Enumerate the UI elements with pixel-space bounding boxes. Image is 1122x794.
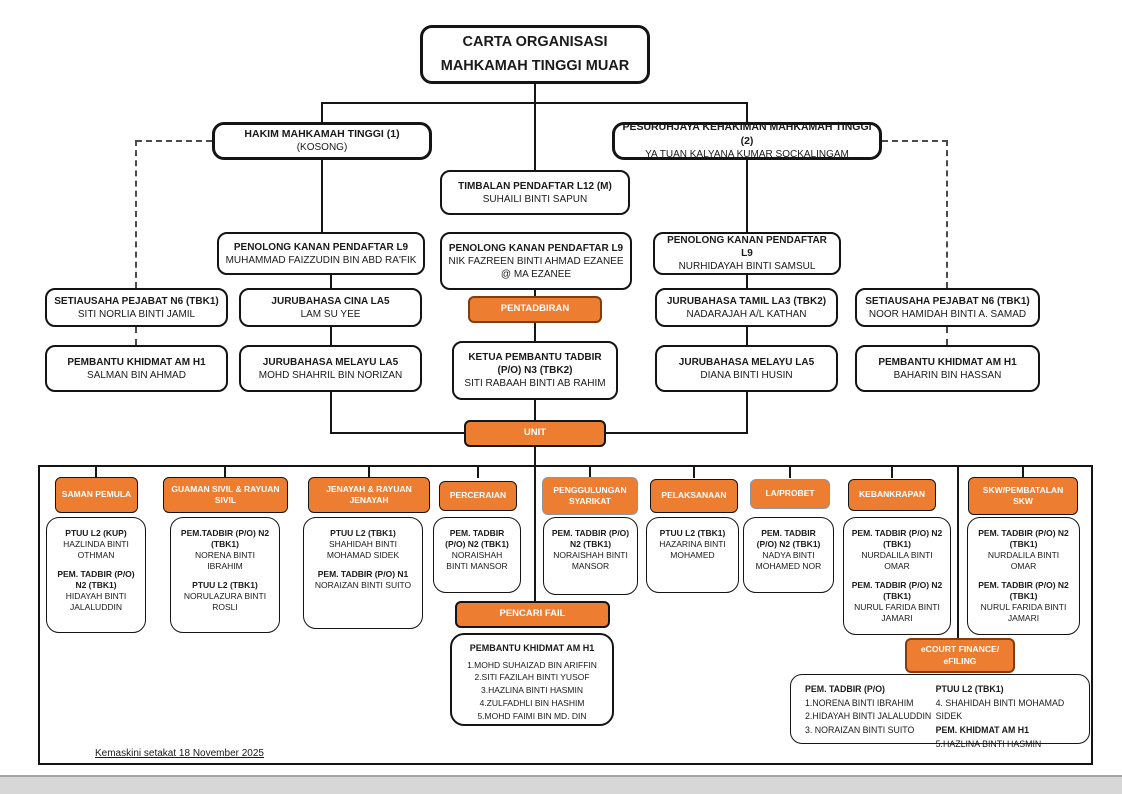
unit-staff-la-probet: PEM. TADBIR (P/O) N2 (TBK1) NADYA BINTI MOHAMED NOR	[743, 517, 834, 593]
chart-title-box	[420, 25, 650, 84]
connector-line	[746, 160, 748, 232]
connector-line	[330, 327, 332, 345]
connector-line	[321, 102, 323, 122]
timbalan-title: TIMBALAN PENDAFTAR L12 (M)	[458, 180, 612, 192]
connector-line	[534, 84, 536, 170]
hakim-box	[212, 122, 432, 160]
unit-header-saman-pemula: SAMAN PEMULA	[55, 477, 138, 513]
jurubahasa-melayu-right-name: DIANA BINTI HUSIN	[700, 369, 793, 381]
ecourt-label: eCOURT FINANCE/ eFILING	[905, 638, 1015, 673]
unit-staff-penggulungan: PEM. TADBIR (P/O) N2 (TBK1) NORAISHAH BINTI MANSOR	[543, 517, 638, 595]
pesuruhjaya-title: PESURUHJAYA KEHAKIMAN MAHKAMAH TINGGI (2)	[622, 120, 872, 147]
connector-line	[330, 275, 332, 288]
setiausaha-right-title: SETIAUSAHA PEJABAT N6 (TBK1)	[865, 295, 1030, 307]
pencari-fail-box	[450, 633, 614, 726]
jurubahasa-melayu-right-title: JURUBAHASA MELAYU LA5	[678, 356, 815, 368]
ecourt-right-column: PTUU L2 (TBK1) 4. SHAHIDAH BINTI MOHAMAD SIDEK PEM. KHIDMAT AM H1 5.HAZLINA BINTI HASMIN	[935, 684, 1065, 749]
ecourt-left-column: PEM. TADBIR (P/O) 1.NORENA BINTI IBRAHIM 2.HIDAYAH BINTI JALALUDDIN 3. NORAIZAN BINTI SUITO	[805, 684, 932, 735]
pembantu-left-name: SALMAN BIN AHMAD	[87, 369, 186, 381]
unit-header-kebankrapan: KEBANKRAPAN	[848, 479, 936, 511]
ketua-title-line2: (P/O) N3 (TBK2)	[497, 365, 573, 376]
pkp-left-box	[217, 232, 425, 275]
jurubahasa-melayu-left-name: MOHD SHAHRIL BIN NORIZAN	[258, 369, 403, 381]
pesuruhjaya-box	[612, 122, 882, 160]
pentadbiran-label: PENTADBIRAN	[468, 296, 602, 323]
unit-header-la-probet: LA/PROBET	[750, 479, 830, 509]
connector-dashed	[135, 327, 137, 345]
connector-line	[746, 102, 748, 122]
connector-dashed	[946, 140, 948, 288]
setiausaha-right-box	[855, 288, 1040, 327]
connector-line	[746, 275, 748, 288]
unit-label: UNIT	[464, 420, 606, 447]
unit-header-pelaksanaan: PELAKSANAAN	[650, 479, 738, 513]
jurubahasa-cina-box	[239, 288, 422, 327]
jurubahasa-cina-name: LAM SU YEE	[300, 308, 361, 320]
unit-header-skw: SKW/PEMBATALAN SKW	[968, 477, 1078, 515]
pembantu-right-title: PEMBANTU KHIDMAT AM H1	[878, 356, 1017, 368]
connector-dashed	[882, 140, 948, 142]
ecourt-box	[790, 674, 1090, 749]
hakim-name: (KOSONG)	[296, 142, 348, 154]
setiausaha-right-name: NOOR HAMIDAH BINTI A. SAMAD	[868, 308, 1027, 320]
pkp-right-name: NURHIDAYAH BINTI SAMSUL	[678, 261, 816, 272]
pembantu-right-box	[855, 345, 1040, 392]
pesuruhjaya-name: YA TUAN KALYANA KUMAR SOCKALINGAM	[645, 149, 849, 161]
pkp-mid-name: NIK FAZREEN BINTI AHMAD EZANEE	[448, 255, 624, 267]
unit-header-guaman-sivil: GUAMAN SIVIL & RAYUAN SIVIL	[163, 477, 288, 513]
pembantu-left-box	[45, 345, 228, 392]
jurubahasa-melayu-right-box	[655, 345, 838, 392]
connector-dashed	[135, 140, 137, 288]
connector-line	[330, 432, 464, 434]
pembantu-left-title: PEMBANTU KHIDMAT AM H1	[67, 356, 206, 368]
ketua-title-line1: KETUA PEMBANTU TADBIR	[468, 352, 602, 363]
timbalan-pendaftar-box	[440, 170, 630, 215]
unit-staff-pelaksanaan: PTUU L2 (TBK1) HAZARINA BINTI MOHAMED	[646, 517, 739, 593]
pencari-fail-members: 1.MOHD SUHAIZAD BIN ARIFFIN 2.SITI FAZILAH BINTI YUSOF 3.HAZLINA BINTI HASMIN 4.ZULFADHLI BIN HASHIM 5.MOHD FAIMI BIN MD. DIN	[467, 659, 597, 721]
setiausaha-left-name: SITI NORLIA BINTI JAMIL	[77, 308, 196, 320]
pkp-mid-name2: @ MA EZANEE	[500, 268, 572, 280]
hakim-title: HAKIM MAHKAMAH TINGGI (1)	[244, 127, 400, 140]
unit-staff-jenayah: PTUU L2 (TBK1) SHAHIDAH BINTI MOHAMAD SIDEK PEM. TADBIR (P/O) N1 NORAIZAN BINTI SUITO	[303, 517, 423, 629]
unit-header-perceraian: PERCERAIAN	[439, 481, 517, 511]
jurubahasa-melayu-left-box	[239, 345, 422, 392]
pkp-left-name: MUHAMMAD FAIZZUDIN BIN ABD RA'FIK	[225, 254, 417, 266]
unit-staff-perceraian: PEM. TADBIR (P/O) N2 (TBK1) NORAISHAH BINTI MANSOR	[433, 517, 521, 593]
jurubahasa-tamil-name: NADARAJAH A/L KATHAN	[686, 308, 807, 320]
timbalan-name: SUHAILI BINTI SAPUN	[482, 193, 588, 205]
jurubahasa-melayu-left-title: JURUBAHASA MELAYU LA5	[262, 356, 399, 368]
pkp-right-title: PENOLONG KANAN PENDAFTAR L9	[667, 235, 827, 259]
jurubahasa-tamil-title: JURUBAHASA TAMIL LA3 (TBK2)	[666, 295, 827, 307]
chart-title-line1: CARTA ORGANISASI	[462, 34, 608, 51]
jurubahasa-tamil-box	[655, 288, 838, 327]
connector-line	[746, 392, 748, 434]
connector-line	[534, 323, 536, 341]
pkp-left-title: PENOLONG KANAN PENDAFTAR L9	[233, 241, 409, 253]
setiausaha-left-title: SETIAUSAHA PEJABAT N6 (TBK1)	[54, 295, 219, 307]
chart-title-line2: MAHKAMAH TINGGI MUAR	[440, 57, 630, 74]
unit-header-jenayah: JENAYAH & RAYUAN JENAYAH	[308, 477, 430, 513]
ketua-name: SITI RABAAH BINTI AB RAHIM	[464, 378, 606, 389]
setiausaha-left-box	[45, 288, 228, 327]
last-updated-note: Kemaskini setakat 18 November 2025	[95, 748, 264, 759]
connector-line	[330, 392, 332, 434]
connector-line	[534, 400, 536, 420]
unit-staff-saman-pemula: PTUU L2 (KUP) HAZLINDA BINTI OTHMAN PEM. TADBIR (P/O) N2 (TBK1) HIDAYAH BINTI JALALUDDIN	[46, 517, 146, 633]
page-bottom-edge	[0, 775, 1122, 794]
pkp-right-box	[653, 232, 841, 275]
connector-line	[321, 160, 323, 232]
pencari-fail-label: PENCARI FAIL	[455, 601, 610, 628]
jurubahasa-cina-title: JURUBAHASA CINA LA5	[271, 295, 390, 307]
pembantu-right-name: BAHARIN BIN HASSAN	[893, 369, 1002, 381]
unit-staff-kebankrapan: PEM. TADBIR (P/O) N2 (TBK1) NURDALILA BINTI OMAR PEM. TADBIR (P/O) N2 (TBK1) NURUL FARIDA BINTI JAMARI	[843, 517, 951, 635]
ketua-pembantu-tadbir-box	[452, 341, 618, 400]
pencari-fail-title: PEMBANTU KHIDMAT AM H1	[469, 643, 595, 653]
connector-line	[606, 432, 748, 434]
connector-line	[321, 102, 748, 104]
connector-dashed	[946, 327, 948, 345]
unit-staff-guaman-sivil: PEM.TADBIR (P/O) N2 (TBK1) NORENA BINTI IBRAHIM PTUU L2 (TBK1) NORULAZURA BINTI ROSLI	[170, 517, 280, 633]
connector-dashed	[136, 140, 212, 142]
pkp-mid-title: PENOLONG KANAN PENDAFTAR L9	[448, 242, 624, 254]
unit-header-penggulungan: PENGGULUNGAN SYARIKAT	[542, 477, 638, 515]
pkp-mid-box	[440, 232, 632, 290]
connector-line	[746, 327, 748, 345]
unit-staff-skw: PEM. TADBIR (P/O) N2 (TBK1) NURDALILA BINTI OMAR PEM. TADBIR (P/O) N2 (TBK1) NURUL FARIDA BINTI JAMARI	[967, 517, 1080, 635]
